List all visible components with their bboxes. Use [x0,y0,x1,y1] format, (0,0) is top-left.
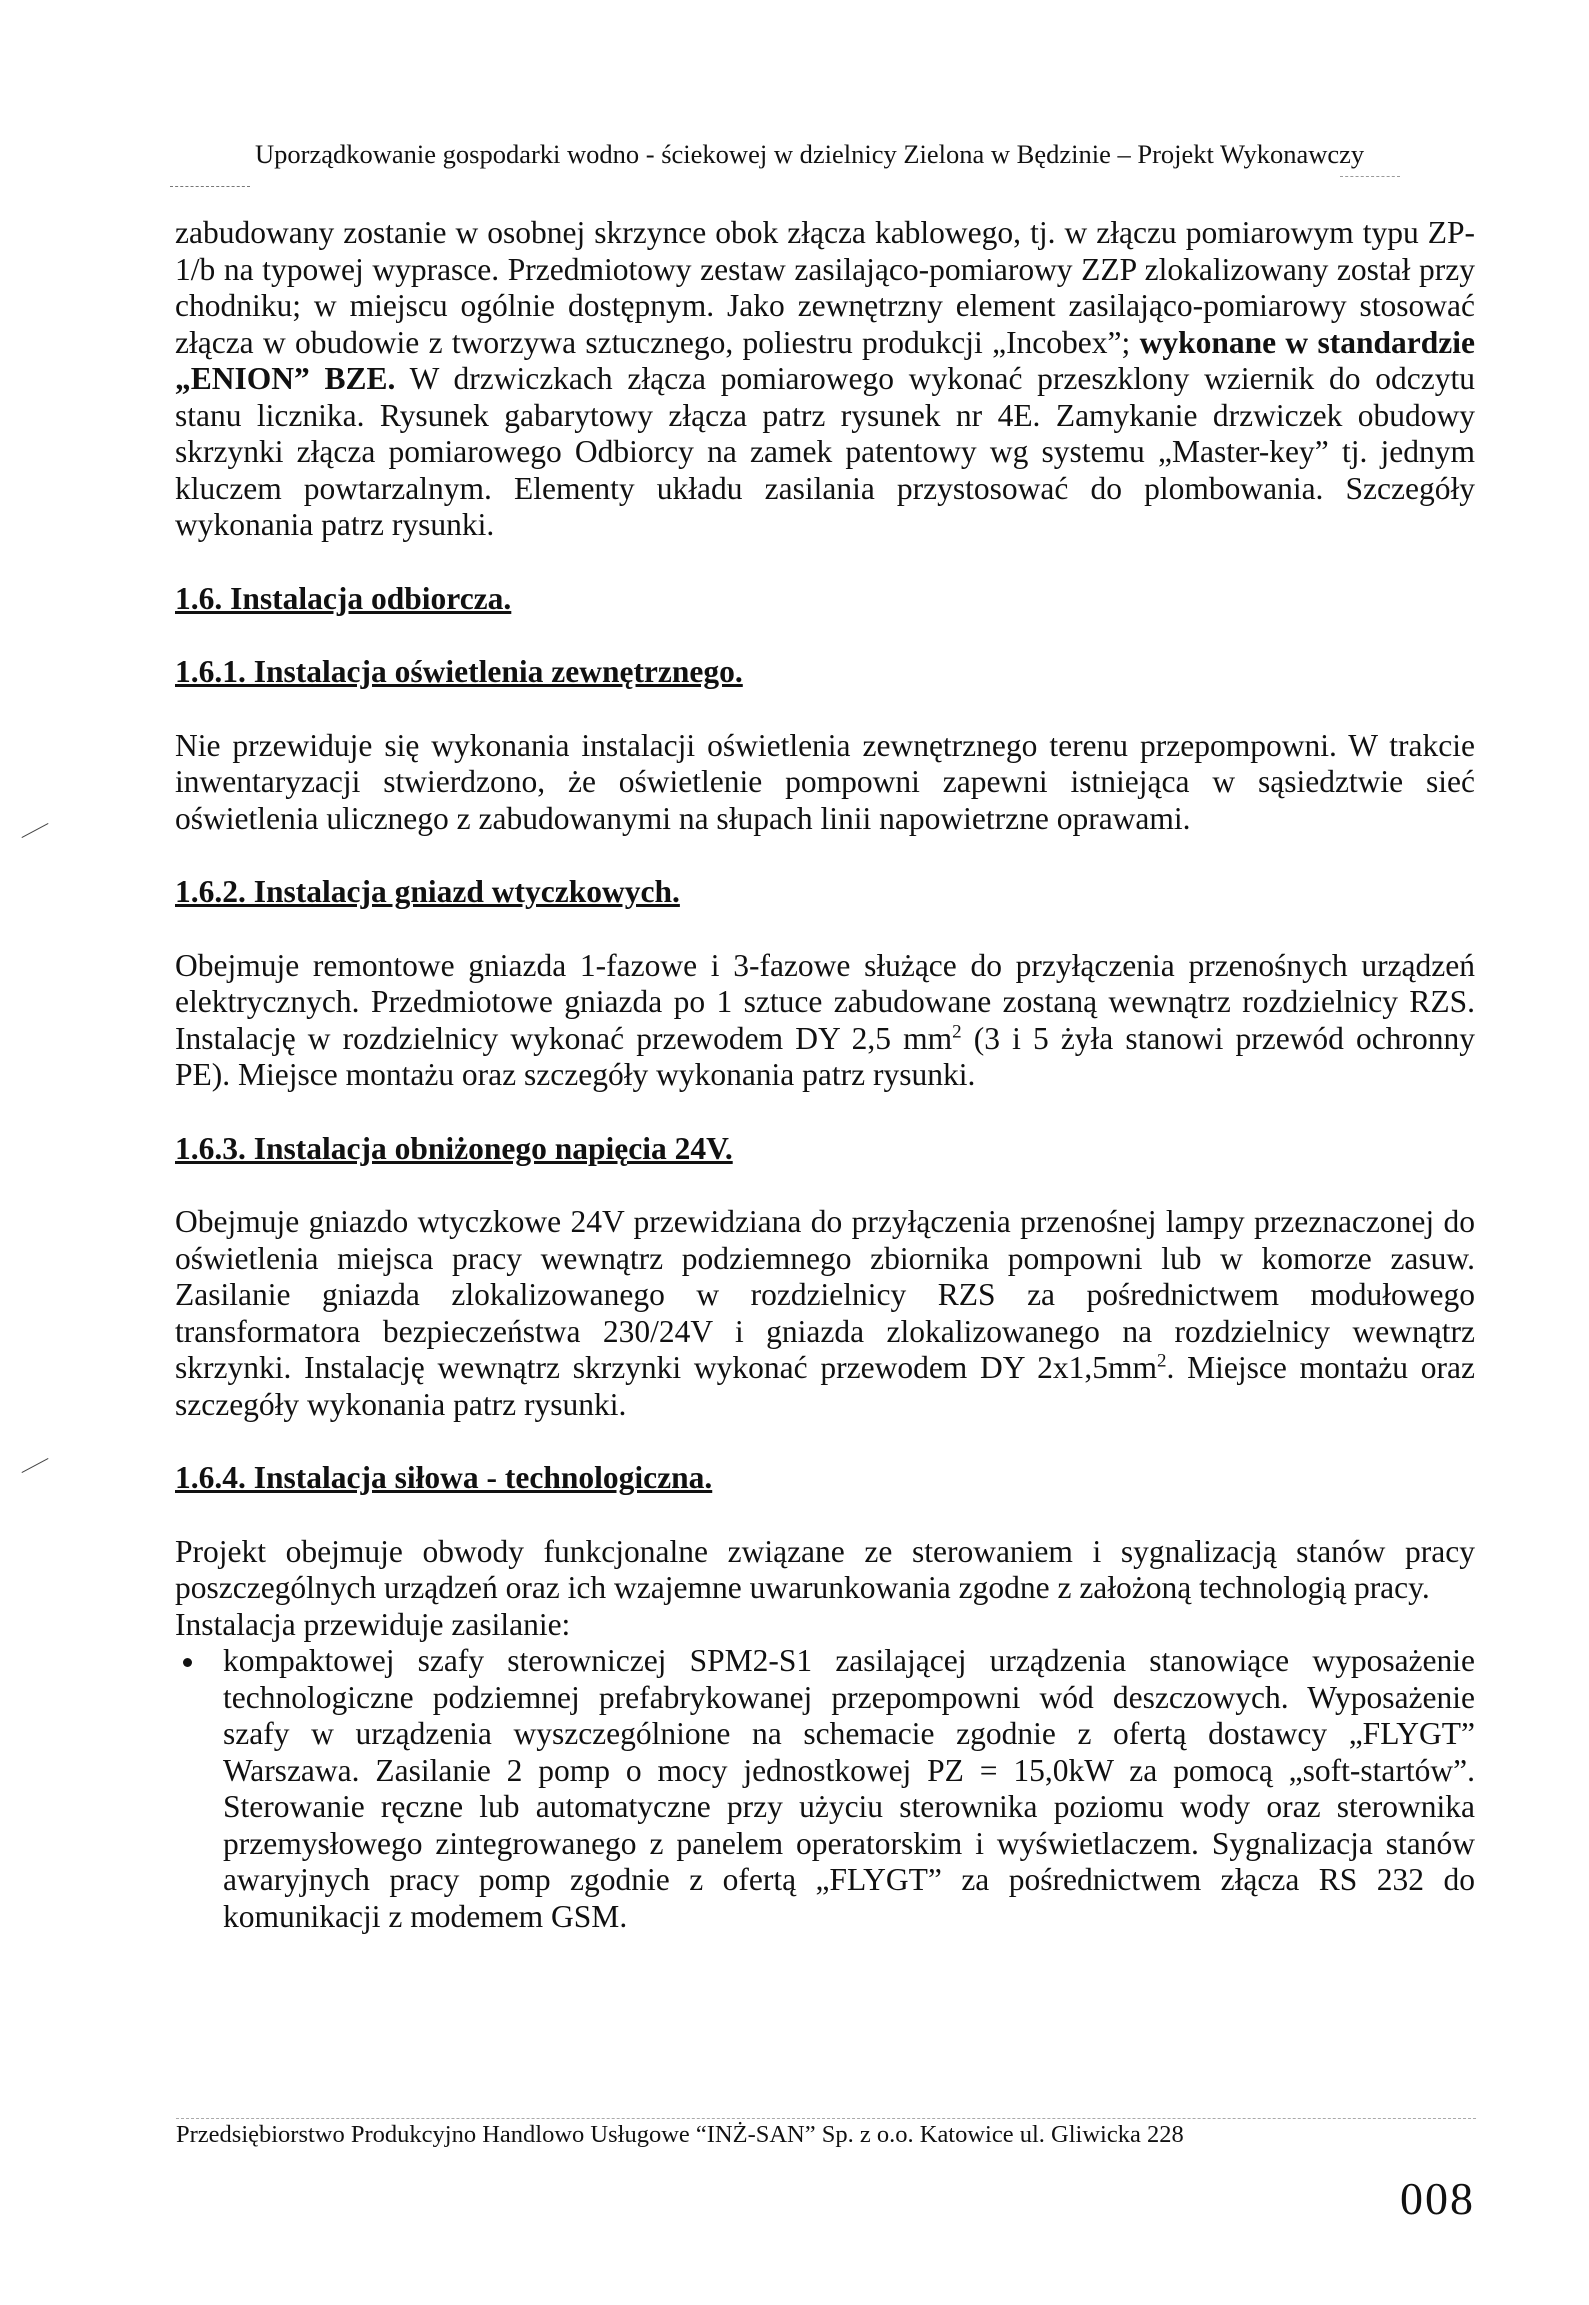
margin-pen-mark [22,823,49,838]
section-1-6-3-heading: 1.6.3. Instalacja obniżonego napięcia 24V. [175,1130,733,1166]
intro-paragraph [175,215,1475,544]
section-1-6-4-list-intro: Instalacja przewiduje zasilanie: [175,1606,571,1642]
intro-bold-standard: wykonane w standardzie „ENION” BZE. [175,324,1475,396]
document-body [175,215,1475,1935]
section-1-6-heading: 1.6. Instalacja odbiorcza. [175,580,512,616]
section-1-6-3-text [175,1204,1475,1423]
section-1-6-4-text: Projekt obejmuje obwody funkcjonalne związane ze sterowaniem i sygnalizacją stanów pracy poszczególnych urządzeń oraz ich wzajemne uwarunkowania zgodne z założoną technologią pracy. [175,1533,1475,1605]
page-number: 008 [1400,2173,1475,2224]
page-footer: Przedsiębiorstwo Produkcyjno Handlowo Usługowe “INŻ-SAN” Sp. z o.o. Katowice ul. Gliwicka 228 [176,2121,1184,2148]
section-1-6-3-text-b: . Miejsce montażu oraz szczegóły wykonania patrz rysunki. [175,1350,1475,1422]
section-1-6-1-text: Nie przewiduje się wykonania instalacji oświetlenia zewnętrznego terenu przepompowni. W trakcie inwentaryzacji stwierdzono, że oświetlenie pompowni zapewni istniejąca w sąsiedztwie sieć oświetlenia ulicznego z zabudowanymi na słupach linii napowietrzne oprawami. [175,727,1475,836]
intro-text-a: zabudowany zostanie w osobnej skrzynce obok złącza kablowego, tj. w złączu pomiarowym typu ZP-1/b na typowej wyprasce. Przedmiotowy zestaw zasilająco-pomiarowy ZZP zlokalizowany został przy chodniku; w miejscu ogólnie dostępnym. Jako zewnętrzny element zasilająco-pomiarowy stosować złącza w obudowie z tworzywa sztucznego, poliestru produkcji „Incobex”; [175,215,1475,360]
superscript: 2 [1157,1350,1167,1372]
section-1-6-2-heading: 1.6.2. Instalacja gniazd wtyczkowych. [175,874,680,909]
header-rule-right [1340,176,1400,177]
section-1-6-4-heading: 1.6.4. Instalacja siłowa - technologiczna. [175,1460,713,1495]
footer-rule [176,2118,1476,2119]
power-supply-list [175,1643,1475,1935]
superscript: 2 [952,1021,962,1042]
page-header: Uporządkowanie gospodarki wodno - ściekowej w dzielnicy Zielona w Będzinie – Projekt Wykonawczy [255,139,1365,169]
section-1-6-1-heading: 1.6.1. Instalacja oświetlenia zewnętrznego. [175,654,743,689]
section-1-6-2-text-b: (3 i 5 żyła stanowi przewód ochronny PE). Miejsce montażu oraz szczegóły wykonania patrz rysunki. [175,1020,1476,1092]
margin-pen-mark [22,1458,49,1473]
section-1-6-2-text [175,948,1475,1094]
list-item: kompaktowej szafy sterowniczej SPM2-S1 zasilającej urządzenia stanowiące wyposażenie technologiczne podziemnej prefabrykowanej przepompowni wód deszczowych. Wyposażenie szafy w urządzenia wyszczególnione na schemacie zgodnie z ofertą dostawcy „FLYGT” Warszawa. Zasilanie 2 pomp o mocy jednostkowej PZ = 15,0kW za pomocą „soft-startów”. Sterowanie ręczne lub automatyczne przy użyciu sterownika poziomu wody oraz sterownika przemysłowego zintegrowanego z panelem operatorskim i wyświetlaczem. Sygnalizacja stanów awaryjnych pracy pomp zgodnie z ofertą „FLYGT” za pośrednictwem złącza RS 232 do komunikacji z modemem GSM. [223,1643,1475,1934]
intro-text-b: W drzwiczkach złącza pomiarowego wykonać przeszklony wziernik do odczytu stanu licznika. Rysunek gabarytowy złącza patrz rysunek nr 4E. Zamykanie drzwiczek obudowy skrzynki złącza pomiarowego Odbiorcy na zamek patentowy wg systemu „Master-key” tj. jednym kluczem powtarzalnym. Elementy układu zasilania przystosować do plombowania. Szczegóły wykonania patrz rysunki. [175,361,1475,542]
section-1-6-2-text-a: Obejmuje remontowe gniazda 1-fazowe i 3-fazowe służące do przyłączenia przenośnych urządzeń elektrycznych. Przedmiotowe gniazda po 1 sztuce zabudowane zostaną wewnątrz rozdzielnicy RZS. Instalację w rozdzielnicy wykonać przewodem DY 2,5 mm [175,947,1475,1056]
header-rule [170,186,250,187]
section-1-6-3-text-a: Obejmuje gniazdo wtyczkowe 24V przewidziana do przyłączenia przenośnej lampy przeznaczonej do oświetlenia miejsca pracy wewnątrz podziemnego zbiornika pompowni lub w komorze zasuw. Zasilanie gniazda zlokalizowanego w rozdzielnicy RZS za pośrednictwem modułowego transformatora bezpieczeństwa 230/24V i gniazda zlokalizowanego na rozdzielnicy wewnątrz skrzynki. Instalację wewnątrz skrzynki wykonać przewodem DY 2x1,5mm [175,1204,1475,1385]
